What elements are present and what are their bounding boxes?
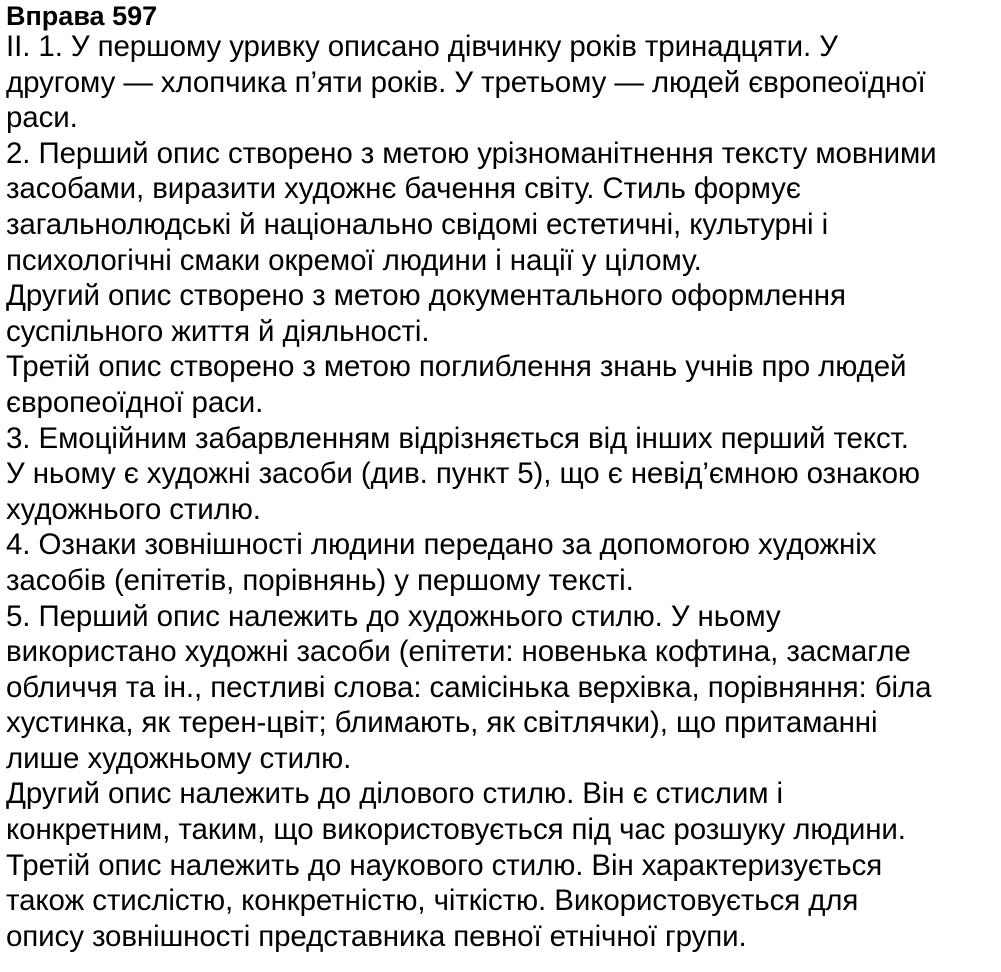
text-line: 5. Перший опис належить до художнього стилю. У ньому (6, 599, 781, 633)
text-line: використано художні засоби (епітети: новенька кофтина, засмагле (6, 635, 911, 669)
text-line: суспільного життя й діяльності. (6, 314, 430, 348)
text-line: Третій опис створено з метою поглиблення знань учнів про людей (6, 350, 907, 384)
answer-text (6, 29, 937, 954)
text-line: також стислістю, конкретністю, чіткістю. Використовується для (6, 884, 859, 918)
text-line: європеоїдної раси. (6, 385, 264, 419)
text-line: засобів (епітетів, порівнянь) у першому тексті. (6, 563, 634, 597)
text-line: Другий опис належить до ділового стилю. Він є стислим і (6, 777, 783, 811)
text-line: художнього стилю. (6, 492, 261, 526)
text-line: 2. Перший опис створено з метою урізноманітнення тексту мовними (6, 136, 937, 170)
watermark-logo-icon (640, 12, 654, 26)
text-line: 4. Ознаки зовнішності людини передано за допомогою художніх (6, 528, 877, 562)
exercise-title: Вправа 597 (6, 1, 158, 31)
text-line: раси. (6, 101, 78, 135)
text-line: другому — хлопчика п’яти років. У третьому — людей європеоїдної (6, 65, 926, 99)
text-line: обличчя та ін., пестливі слова: самісінька верхівка, порівняння: біла (6, 670, 932, 704)
text-line: психологічні смаки окремої людини і нації у цілому. (6, 243, 702, 277)
text-line: II. 1. У першому уривку описано дівчинку років тринадцяти. У (6, 30, 838, 63)
text-line: 3. Емоційним забарвленням відрізняється від інших перший текст. (6, 421, 909, 455)
text-line: опису зовнішності представника певної етнічної групи. (6, 919, 747, 953)
text-line: хустинка, як терен-цвіт; блимають, як світлячки), що притаманні (6, 706, 878, 740)
text-line: У ньому є художні засоби (див. пункт 5), що є невід’ємною ознакою (6, 457, 920, 491)
text-line: лише художньому стилю. (6, 741, 352, 775)
text-line: засобами, виразити художнє бачення світу. Стиль формує (6, 172, 801, 206)
text-line: Другий опис створено з метою документального оформлення (6, 279, 846, 313)
text-line: загальнолюдські й національно свідомі естетичні, культурні і (6, 207, 829, 241)
text-line: Третій опис належить до наукового стилю. Він характеризується (6, 848, 883, 882)
text-line: конкретним, таким, що використовується під час розшуку людини. (6, 813, 906, 847)
